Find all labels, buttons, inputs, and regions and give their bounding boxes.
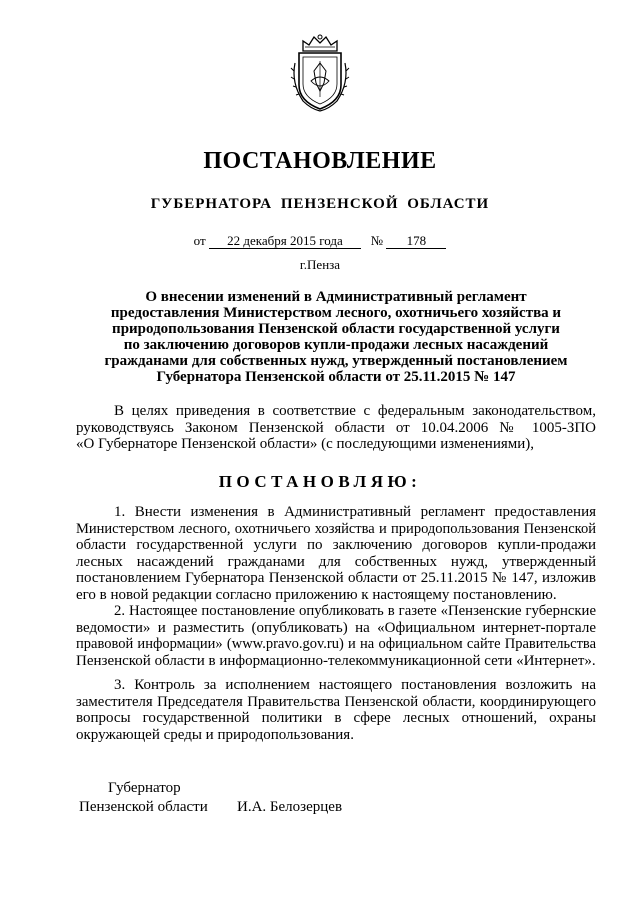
text-line: руководствуясь Законом Пензенской области от 10.04.2006 № 1005-ЗПО: [76, 419, 596, 436]
text-line: области государственной услуги по заключению договоров купли-продажи: [76, 537, 596, 553]
text-line: 2. Настоящее постановление опубликовать в газете «Пензенские губернские: [114, 603, 596, 619]
heading-line: гражданами для собственных нужд, утвержденный постановлением: [104, 353, 568, 369]
signatory-name: И.А. Белозерцев: [237, 799, 343, 815]
document-title: ПОСТАНОВЛЕНИЕ: [203, 148, 437, 174]
text-line: «О Губернаторе Пензенской области» (с последующими изменениями),: [76, 436, 535, 452]
issuer-title: ГУБЕРНАТОРА ПЕНЗЕНСКОЙ ОБЛАСТИ: [150, 196, 490, 212]
heading-line: природопользования Пензенской области государственной услуги: [112, 321, 560, 337]
text-line: В целях приведения в соответствие с федеральным законодательством,: [114, 403, 596, 419]
document-heading: [76, 289, 596, 385]
text-line: 3. Контроль за исполнением настоящего постановления возложить на: [114, 677, 596, 693]
item-2-paragraph: [76, 603, 596, 669]
text-line: Министерством лесного, охотничьего хозяйства и природопользования Пензенской: [76, 520, 596, 537]
decree-word: ПОСТАНОВЛЯЮ:: [218, 472, 422, 491]
city-line: г.Пенза: [299, 257, 341, 272]
item-1-paragraph: [76, 504, 596, 603]
text-line: правовой информации» (www.pravo.gov.ru) и на официальном сайте Правительства: [76, 636, 596, 652]
item-3-paragraph: [76, 677, 596, 743]
signatory-position-line-1: Губернатор: [108, 780, 181, 796]
document-number: 178: [386, 234, 446, 249]
text-line: его в новой редакции согласно приложению к настоящему постановлению.: [76, 586, 557, 603]
text-line: ведомости» и разместить (опубликовать) на «Официальном интернет-портале: [76, 619, 596, 636]
signatory-position-line-2: Пензенской области: [79, 799, 208, 815]
text-line: Пензенской области в информационно-телекоммуникационной сети «Интернет».: [76, 652, 596, 669]
date-prefix: от: [193, 233, 206, 248]
text-line: вопросы государственной политики в сфере лесных отношений, охраны: [76, 710, 596, 726]
text-line: окружающей среды и природопользования.: [76, 726, 354, 743]
document-date: 22 декабря 2015 года: [209, 234, 361, 249]
text-line: лесных насаждений гражданами для собственных нужд, утвержденный: [76, 553, 596, 570]
preamble-paragraph: [76, 403, 596, 453]
number-sign: №: [370, 233, 384, 248]
coat-of-arms-icon: [289, 33, 351, 113]
text-line: 1. Внести изменения в Административный регламент предоставления: [114, 504, 596, 520]
text-line: заместителя Председателя Правительства Пензенской области, координирующего: [76, 693, 596, 710]
text-line: постановлением Губернатора Пензенской области от 25.11.2015 № 147, изложив: [76, 570, 596, 586]
heading-line: предоставления Министерством лесного, охотничьего хозяйства и: [110, 305, 562, 321]
date-number-line: [0, 233, 640, 249]
heading-line: О внесении изменений в Административный регламент: [145, 289, 527, 305]
heading-line: по заключению договоров купли-продажи лесных насаждений: [123, 337, 549, 353]
heading-line: Губернатора Пензенской области от 25.11.2015 № 147: [156, 369, 516, 385]
